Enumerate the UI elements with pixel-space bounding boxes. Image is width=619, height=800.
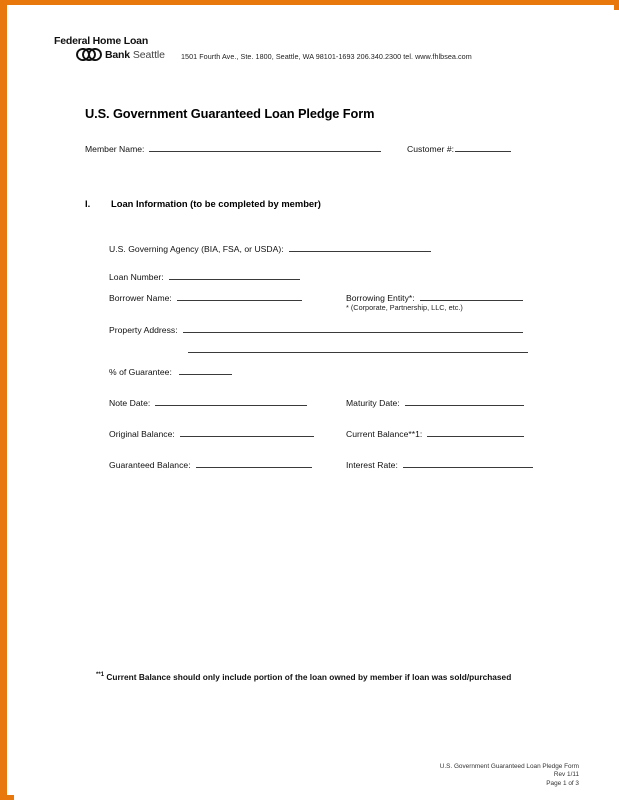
property-address-input-line2[interactable]	[188, 343, 528, 353]
page-sheet	[14, 10, 619, 800]
guaranteed-balance-input[interactable]	[196, 458, 312, 468]
footnote-marker: **1	[96, 672, 105, 679]
footer-form-name: U.S. Government Guaranteed Loan Pledge Form	[439, 763, 579, 770]
governing-agency-input[interactable]	[289, 242, 431, 252]
section-one-title: Loan Information (to be completed by member)	[111, 198, 321, 209]
document-footer	[440, 763, 579, 788]
loan-number-row	[109, 270, 300, 282]
borrower-name-row	[109, 291, 302, 303]
member-name-label: Member Name:	[85, 144, 145, 154]
governing-agency-label: U.S. Governing Agency (BIA, FSA, or USDA):	[109, 244, 284, 254]
maturity-date-label: Maturity Date:	[346, 398, 400, 408]
interest-rate-row	[346, 458, 533, 470]
logo-word-seattle: Seattle	[132, 48, 165, 61]
loan-number-input[interactable]	[169, 270, 300, 280]
member-name-input[interactable]	[149, 142, 381, 152]
current-balance-label: Current Balance**1:	[346, 429, 423, 439]
page-title: U.S. Government Guaranteed Loan Pledge Form	[85, 106, 375, 121]
property-address-input-line1[interactable]	[183, 323, 523, 333]
borrowing-entity-input[interactable]	[420, 291, 523, 301]
maturity-date-input[interactable]	[405, 396, 524, 406]
note-date-row	[109, 396, 307, 408]
interlocking-rings-icon	[76, 48, 102, 61]
percent-guarantee-label: % of Guarantee:	[109, 367, 172, 377]
customer-number-label: Customer #:	[407, 144, 455, 154]
guaranteed-balance-row	[109, 458, 312, 470]
current-balance-row	[346, 427, 524, 439]
footer-revision: Rev 1/11	[553, 771, 579, 779]
borrowing-entity-row	[346, 291, 523, 303]
interest-rate-label: Interest Rate:	[346, 460, 398, 470]
borrower-name-input[interactable]	[177, 291, 302, 301]
property-address-row	[109, 323, 523, 335]
current-balance-footnote	[96, 672, 511, 682]
letterhead	[14, 10, 619, 70]
current-balance-input[interactable]	[427, 427, 524, 437]
note-date-label: Note Date:	[109, 398, 151, 408]
loan-number-label: Loan Number:	[109, 272, 164, 282]
guaranteed-balance-label: Guaranteed Balance:	[109, 460, 191, 470]
property-address-label: Property Address:	[109, 325, 178, 335]
member-name-row	[85, 142, 381, 154]
section-one-heading	[85, 198, 321, 209]
interest-rate-input[interactable]	[403, 458, 533, 468]
original-balance-input[interactable]	[180, 427, 314, 437]
borrower-name-label: Borrower Name:	[109, 293, 172, 303]
customer-number-row	[407, 142, 511, 154]
percent-guarantee-row	[109, 365, 232, 377]
note-date-input[interactable]	[155, 396, 307, 406]
borrowing-entity-note: * (Corporate, Partnership, LLC, etc.)	[346, 303, 463, 312]
customer-number-input[interactable]	[455, 142, 511, 152]
original-balance-row	[109, 427, 314, 439]
footer-page-number: Page 1 of 3	[546, 779, 579, 787]
fhlb-logo	[54, 35, 189, 61]
letterhead-address: 1501 Fourth Ave., Ste. 1800, Seattle, WA 98101-1693 206.340.2300 tel. www.fhlbsea.com	[181, 52, 472, 61]
borrowing-entity-label: Borrowing Entity*:	[346, 293, 415, 303]
footnote-text: Current Balance should only include portion of the loan owned by member if loan was sold/purchased	[106, 672, 512, 682]
logo-line-federal-home-loan: Federal Home Loan	[54, 35, 149, 47]
property-address-row-2	[188, 343, 528, 353]
maturity-date-row	[346, 396, 524, 408]
percent-guarantee-input[interactable]	[179, 365, 232, 375]
original-balance-label: Original Balance:	[109, 429, 175, 439]
logo-word-bank: Bank	[105, 48, 130, 61]
section-one-number: I.	[85, 198, 91, 209]
governing-agency-row	[109, 242, 431, 254]
